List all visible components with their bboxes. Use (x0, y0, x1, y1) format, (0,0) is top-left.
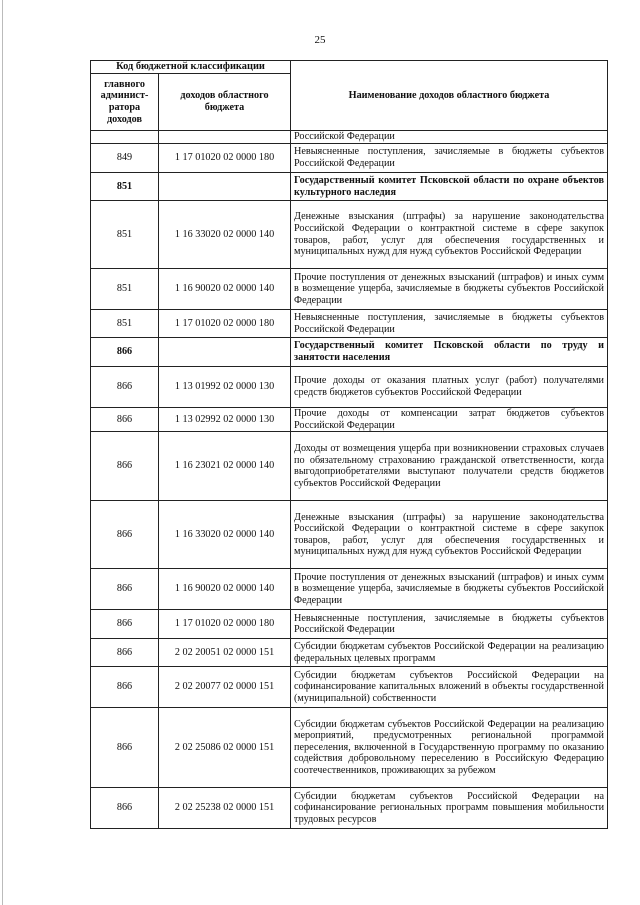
page-number: 25 (314, 34, 326, 46)
table-body (91, 131, 608, 829)
table-row (91, 639, 608, 667)
table-row (91, 708, 608, 788)
table-row (91, 667, 608, 708)
income-code-cell: 1 13 01992 02 0000 130 (159, 367, 291, 408)
income-name-cell: Прочие доходы от компенсации затрат бюджетов субъектов Российской Федерации (291, 408, 608, 432)
income-name-cell: Государственный комитет Псковской области по труду и занятости населения (291, 338, 608, 367)
income-name-cell: Денежные взыскания (штрафы) за нарушение законодательства Российской Федерации о контрактной системе в сфере закупок товаров, работ, услуг для обеспечения государственных и муниципальных нужд для нужд субъектов Российской Федерации (291, 501, 608, 569)
header-income-name: Наименование доходов областного бюджета (291, 61, 608, 131)
table-row (91, 569, 608, 610)
budget-classification-table (90, 60, 608, 829)
table-row (91, 144, 608, 173)
income-name-cell: Прочие доходы от оказания платных услуг (работ) получателями средств бюджетов субъектов Российской Федерации (291, 367, 608, 408)
admin-code-cell: 866 (91, 569, 159, 610)
income-code-cell (159, 173, 291, 201)
admin-code-cell: 866 (91, 432, 159, 501)
income-code-cell: 1 16 33020 02 0000 140 (159, 501, 291, 569)
income-code-cell: 1 16 90020 02 0000 140 (159, 569, 291, 610)
income-name-cell: Доходы от возмещения ущерба при возникновении страховых случаев по обязательному страхованию гражданской ответственности, когда выгодоприобретателями выступают получатели средств бюджетов субъектов Российской Федерации (291, 432, 608, 501)
admin-code-cell (91, 131, 159, 144)
income-code-cell (159, 338, 291, 367)
income-name-cell: Субсидии бюджетам субъектов Российской Федерации на софинансирование капитальных вложений в объекты государственной (муниципальной) собственности (291, 667, 608, 708)
income-name-cell: Невыясненные поступления, зачисляемые в бюджеты субъектов Российской Федерации (291, 310, 608, 338)
income-name-cell: Невыясненные поступления, зачисляемые в бюджеты субъектов Российской Федерации (291, 144, 608, 173)
income-code-cell: 1 17 01020 02 0000 180 (159, 144, 291, 173)
admin-code-cell: 866 (91, 408, 159, 432)
income-code-cell: 2 02 25086 02 0000 151 (159, 708, 291, 788)
income-code-cell: 1 13 02992 02 0000 130 (159, 408, 291, 432)
table-row (91, 501, 608, 569)
income-name-cell: Невыясненные поступления, зачисляемые в бюджеты субъектов Российской Федерации (291, 610, 608, 639)
income-name-cell: Субсидии бюджетам субъектов Российской Федерации на реализацию федеральных целевых программ (291, 639, 608, 667)
header-budget-classification-code: Код бюджетной классификации (91, 61, 291, 74)
income-name-cell: Прочие поступления от денежных взысканий (штрафов) и иных сумм в возмещение ущерба, зачисляемые в бюджеты субъектов Российской Федерации (291, 269, 608, 310)
income-code-cell: 2 02 20051 02 0000 151 (159, 639, 291, 667)
admin-code-cell: 851 (91, 310, 159, 338)
table-row (91, 367, 608, 408)
table-row (91, 432, 608, 501)
income-code-cell (159, 131, 291, 144)
admin-code-cell: 851 (91, 269, 159, 310)
table-row (91, 201, 608, 269)
income-name-cell: Субсидии бюджетам субъектов Российской Федерации на софинансирование региональных программ повышения мобильности трудовых ресурсов (291, 788, 608, 829)
agency-row (91, 338, 608, 367)
income-code-cell: 1 16 90020 02 0000 140 (159, 269, 291, 310)
header-regional-income: доходов областного бюджета (159, 74, 291, 131)
admin-code-cell: 866 (91, 501, 159, 569)
table-row (91, 788, 608, 829)
table-row (91, 408, 608, 432)
income-name-cell: Государственный комитет Псковской области по охране объектов культурного наследия (291, 173, 608, 201)
admin-code-cell: 849 (91, 144, 159, 173)
income-code-cell: 2 02 20077 02 0000 151 (159, 667, 291, 708)
income-code-cell: 1 16 33020 02 0000 140 (159, 201, 291, 269)
admin-code-cell: 866 (91, 788, 159, 829)
income-code-cell: 1 17 01020 02 0000 180 (159, 610, 291, 639)
table-row (91, 131, 608, 144)
table-row (91, 610, 608, 639)
income-code-cell: 1 16 23021 02 0000 140 (159, 432, 291, 501)
admin-code-cell: 866 (91, 610, 159, 639)
income-code-cell: 2 02 25238 02 0000 151 (159, 788, 291, 829)
admin-code-cell: 866 (91, 338, 159, 367)
income-name-cell: Прочие поступления от денежных взысканий (штрафов) и иных сумм в возмещение ущерба, зачисляемые в бюджеты субъектов Российской Федерации (291, 569, 608, 610)
admin-code-cell: 866 (91, 367, 159, 408)
admin-code-cell: 851 (91, 173, 159, 201)
admin-code-cell: 851 (91, 201, 159, 269)
income-name-cell: Субсидии бюджетам субъектов Российской Федерации на реализацию мероприятий, предусмотренных региональной программой переселения, включенной в Государственную программу по оказанию содействия добровольному переселению в Российскую Федерацию соотечественников, проживающих за рубежом (291, 708, 608, 788)
table-row (91, 269, 608, 310)
admin-code-cell: 866 (91, 708, 159, 788)
income-name-cell: Российской Федерации (291, 131, 608, 144)
scan-edge-line (2, 0, 3, 905)
income-code-cell: 1 17 01020 02 0000 180 (159, 310, 291, 338)
header-chief-administrator: главного админист-ратора доходов (91, 74, 159, 131)
admin-code-cell: 866 (91, 667, 159, 708)
income-name-cell: Денежные взыскания (штрафы) за нарушение законодательства Российской Федерации о контрактной системе в сфере закупок товаров, работ, услуг для обеспечения государственных и муниципальных нужд для нужд субъектов Российской Федерации (291, 201, 608, 269)
table-row (91, 310, 608, 338)
admin-code-cell: 866 (91, 639, 159, 667)
agency-row (91, 173, 608, 201)
